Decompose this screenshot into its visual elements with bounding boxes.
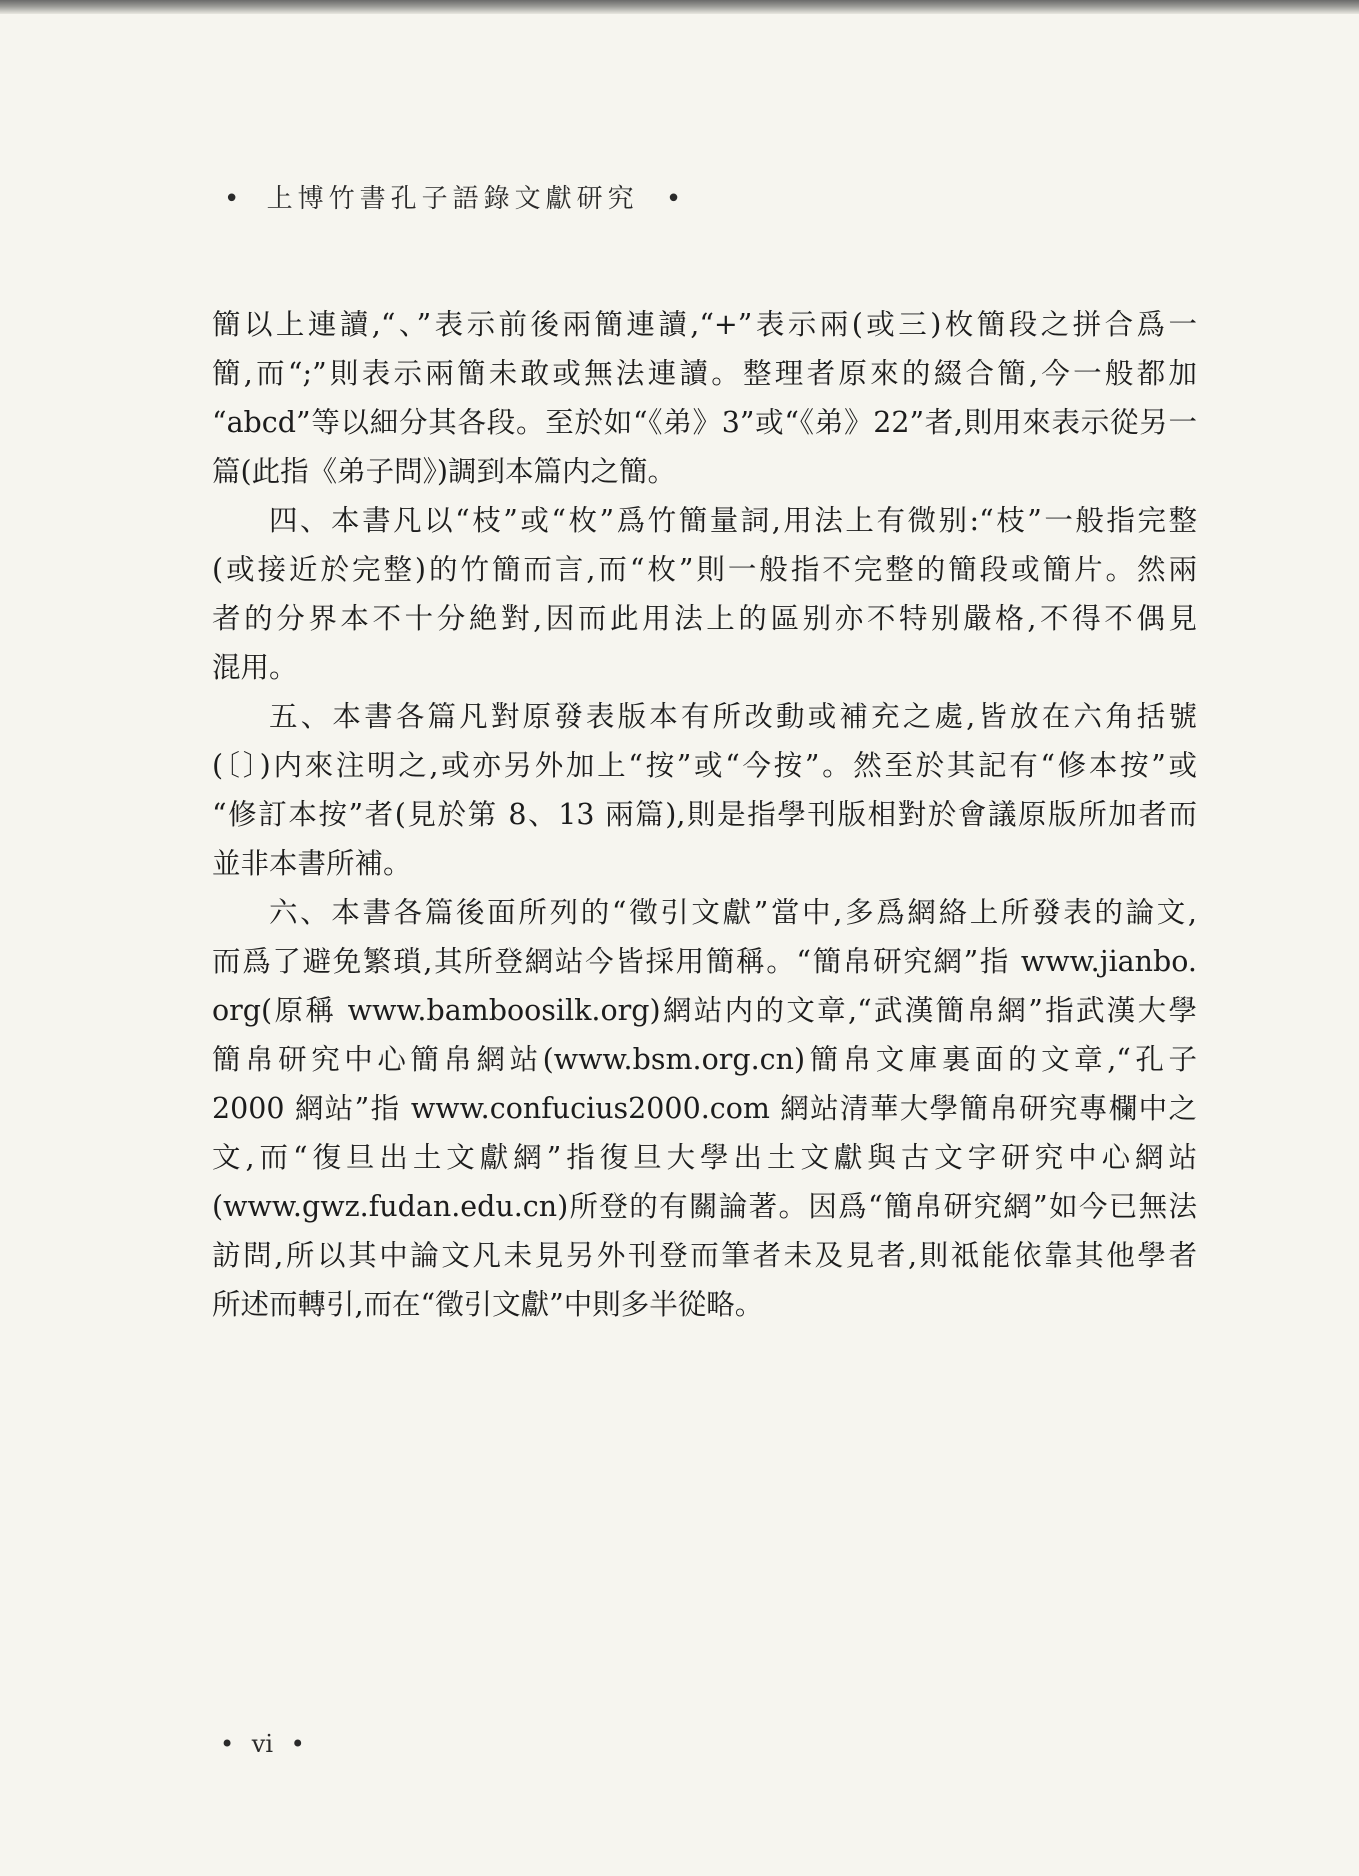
text-line: (或接近於完整)的竹簡而言,而“枚”則一般指不完整的簡段或簡片。然兩	[212, 553, 1197, 586]
text-line: 2000 網站”指 www.confucius2000.com 網站清華大學簡帛研究專欄中之	[212, 1092, 1197, 1125]
text-line: 簡,而“;”則表示兩簡未敢或無法連讀。整理者原來的綴合簡,今一般都加	[212, 357, 1197, 390]
header-bullet-right: •	[665, 184, 682, 214]
text-line: 混用。	[212, 651, 298, 684]
text-line: 而爲了避免繁瑣,其所登網站今皆採用簡稱。“簡帛研究網”指 www.jianbo.	[212, 945, 1197, 978]
text-line: 文,而“復旦出土文獻網”指復旦大學出土文獻與古文字研究中心網站	[212, 1141, 1197, 1174]
running-header-title: 上博竹書孔子語錄文獻研究	[266, 184, 639, 214]
text-line: org(原稱 www.bamboosilk.org)網站内的文章,“武漢簡帛網”指武漢大學	[212, 994, 1197, 1027]
running-header	[210, 178, 695, 215]
paragraph-continuation	[212, 300, 1197, 496]
text-line: “abcd”等以細分其各段。至於如“《弟》3”或“《弟》22”者,則用來表示從另一	[212, 406, 1197, 439]
folio-bullet-left: •	[220, 1730, 235, 1758]
text-line: (www.gwz.fudan.edu.cn)所登的有關論著。因爲“簡帛研究網”如今已無法	[212, 1190, 1197, 1223]
paragraph-item-5	[212, 692, 1197, 888]
page-top-edge	[0, 0, 1359, 14]
paragraph-item-4	[212, 496, 1197, 692]
header-bullet-left: •	[224, 184, 240, 214]
text-line: 六、本書各篇後面所列的“徵引文獻”當中,多爲網絡上所發表的論文,	[269, 896, 1197, 929]
text-line: 所述而轉引,而在“徵引文獻”中則多半從略。	[212, 1288, 764, 1321]
body-text	[212, 300, 1197, 1329]
text-line: 篇(此指《弟子問》)調到本篇内之簡。	[212, 455, 676, 488]
folio-bullet-right: •	[290, 1730, 305, 1758]
text-line: 四、本書凡以“枝”或“枚”爲竹簡量詞,用法上有微别:“枝”一般指完整	[269, 504, 1197, 537]
paragraph-item-6	[212, 888, 1197, 1329]
page-number	[210, 1730, 315, 1758]
text-line: 者的分界本不十分絶對,因而此用法上的區别亦不特别嚴格,不得不偶見	[212, 602, 1197, 635]
text-line: 簡帛研究中心簡帛網站(www.bsm.org.cn)簡帛文庫裏面的文章,“孔子	[212, 1043, 1197, 1076]
text-line: 簡以上連讀,“、”表示前後兩簡連讀,“+”表示兩(或三)枚簡段之拼合爲一	[212, 308, 1197, 341]
text-line: 五、本書各篇凡對原發表版本有所改動或補充之處,皆放在六角括號	[269, 700, 1197, 733]
text-line: 訪問,所以其中論文凡未見另外刊登而筆者未及見者,則祗能依靠其他學者	[212, 1239, 1197, 1272]
text-line: 並非本書所補。	[212, 847, 412, 880]
text-line: (〔〕)内來注明之,或亦另外加上“按”或“今按”。然至於其記有“修本按”或	[212, 749, 1197, 782]
page-number-text: vi	[251, 1730, 274, 1758]
text-line: “修訂本按”者(見於第 8、13 兩篇),則是指學刊版相對於會議原版所加者而	[212, 798, 1197, 831]
